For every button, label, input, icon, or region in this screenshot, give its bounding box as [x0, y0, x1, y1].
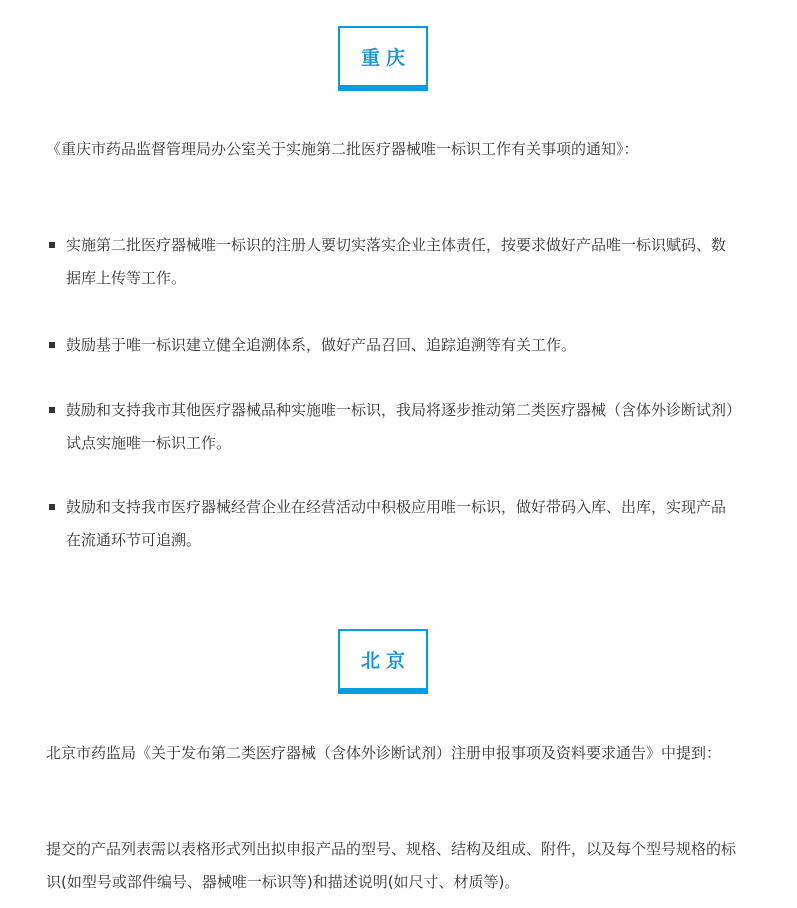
bullet-square-icon: [49, 342, 55, 348]
section-title-badge-chongqing: [338, 26, 428, 91]
list-item-text: 实施第二批医疗器械唯一标识的注册人要切实落实企业主体责任，按要求做好产品唯一标识赋码、数据库上传等工作。: [66, 236, 727, 287]
intro-paragraph-beijing: 北京市药监局《关于发布第二类医疗器械（含体外诊断试剂）注册申报事项及资料要求通告》中提到：: [46, 744, 722, 762]
body-paragraph-beijing: 提交的产品列表需以表格形式列出拟申报产品的型号、规格、结构及组成、附件，以及每个型号规格的标识(如型号或部件编号、器械唯一标识等)和描述说明(如尺寸、材质等)。: [46, 840, 737, 891]
list-item-text: 鼓励和支持我市医疗器械经营企业在经营活动中积极应用唯一标识，做好带码入库、出库，实现产品在流通环节可追溯。: [66, 498, 727, 549]
section-title-chongqing: 重庆: [360, 47, 411, 69]
bullet-square-icon: [49, 407, 55, 413]
list-item: [46, 229, 736, 295]
list-item: [46, 394, 736, 460]
list-item: [46, 329, 736, 362]
list-item-text: 鼓励基于唯一标识建立健全追溯体系，做好产品召回、追踪追溯等有关工作。: [66, 336, 577, 354]
list-item: [46, 491, 736, 557]
bullet-square-icon: [49, 242, 55, 248]
list-item-text: 鼓励和支持我市其他医疗器械品种实施唯一标识，我局将逐步推动第二类医疗器械（含体外诊断试剂）试点实施唯一标识工作。: [66, 401, 734, 452]
intro-paragraph-chongqing: 《重庆市药品监督管理局办公室关于实施第二批医疗器械唯一标识工作有关事项的通知》：: [46, 140, 639, 158]
section-title-badge-beijing: [338, 629, 428, 694]
bullet-square-icon: [49, 504, 55, 510]
section-title-beijing: 北京: [360, 650, 411, 672]
